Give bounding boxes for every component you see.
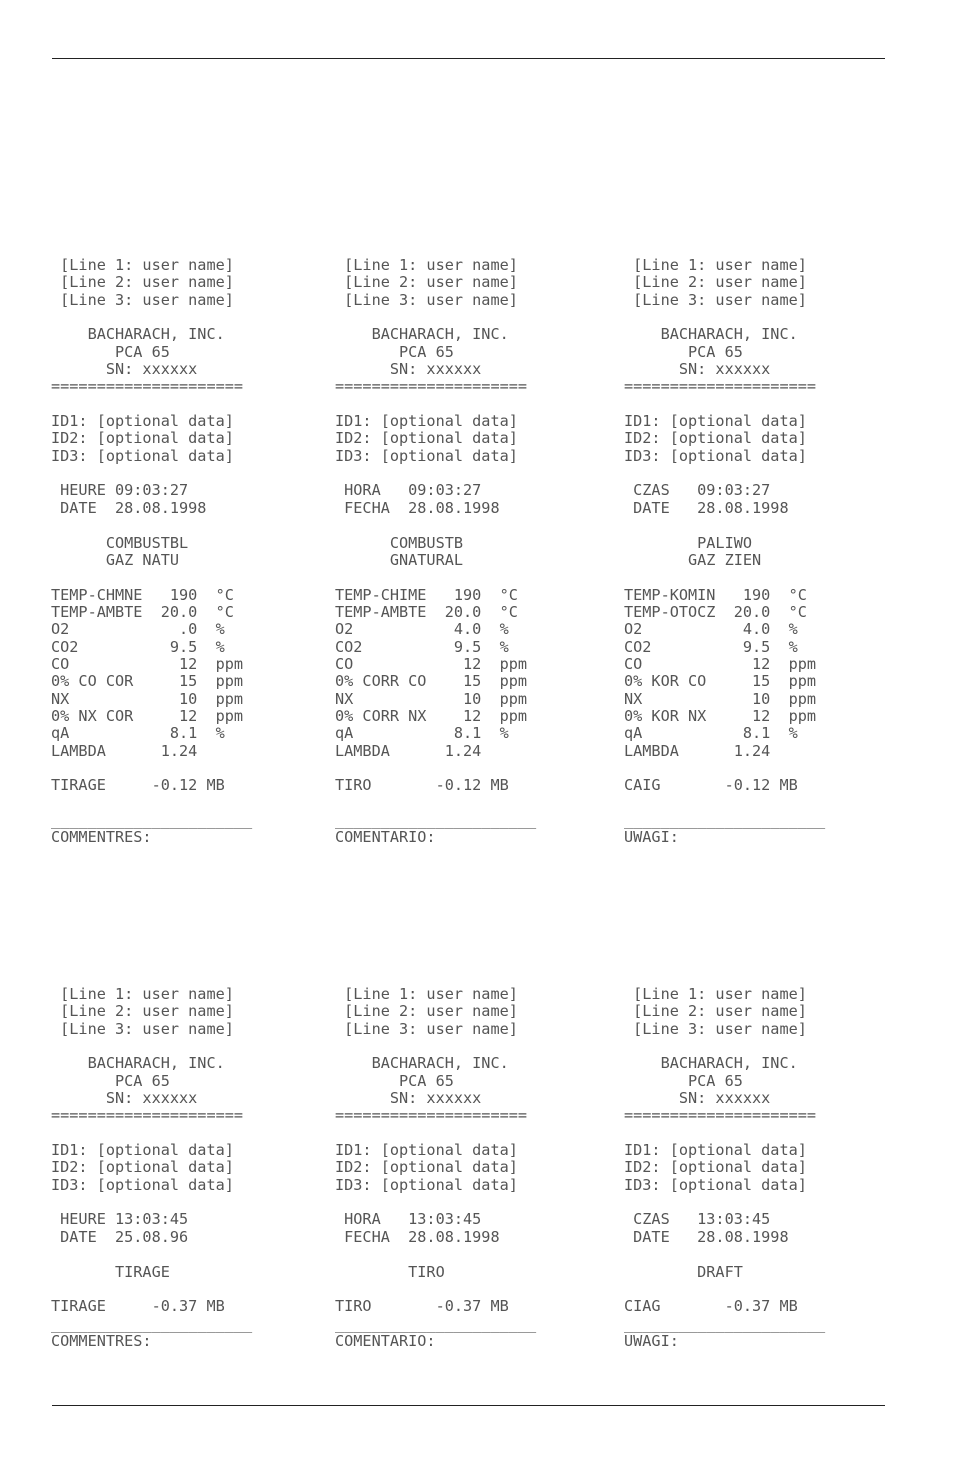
printout-line: ______________________: [624, 1314, 826, 1333]
printout-line: [Line 3: user name]: [51, 290, 234, 309]
printout-line: ______________________: [624, 811, 826, 829]
printout-line: TIRAGE -0.12 MB: [51, 776, 225, 795]
printout-line: TEMP-KOMIN 190 °C: [624, 585, 807, 604]
printout-line: TEMP-CHIME 190 °C: [335, 585, 518, 604]
printout-line: ID1: [optional data]: [51, 1141, 234, 1160]
printout-line: COMENTARIO:: [335, 828, 436, 847]
printout-line: TIRO -0.37 MB: [335, 1297, 509, 1316]
printout-slip-2: [335, 257, 536, 847]
printout-line: ID2: [optional data]: [624, 1158, 807, 1177]
printout-line: [Line 2: user name]: [51, 273, 234, 292]
printout-line: LAMBDA 1.24: [335, 741, 482, 760]
printout-line: ID2: [optional data]: [51, 1158, 234, 1177]
printout-line: =====================: [335, 1106, 528, 1125]
printout-slip-4: [51, 986, 252, 1350]
printout-line: CO 12 ppm: [51, 654, 244, 673]
printout-line: NX 10 ppm: [51, 689, 244, 708]
printout-line: 0% CO COR 15 ppm: [51, 672, 244, 691]
printout-line: CO 12 ppm: [624, 654, 817, 673]
printout-line: PCA 65: [335, 1071, 454, 1090]
printout-line: ID1: [optional data]: [624, 412, 807, 431]
printout-line: DRAFT: [624, 1262, 743, 1281]
printout-line: 0% NX COR 12 ppm: [51, 706, 244, 725]
printout-line: ID1: [optional data]: [335, 412, 518, 431]
printout-line: O2 .0 %: [51, 620, 225, 639]
top-rule: [52, 58, 885, 59]
printout-line: TIRAGE -0.37 MB: [51, 1297, 225, 1316]
printout-line: ID3: [optional data]: [51, 446, 234, 465]
printout-line: [Line 1: user name]: [335, 256, 518, 274]
printout-line: HORA 09:03:27: [335, 481, 482, 500]
printout-line: TIRO -0.12 MB: [335, 776, 509, 795]
printout-line: =====================: [51, 377, 244, 396]
printout-line: GAZ NATU: [51, 550, 180, 569]
printout-line: SN: xxxxxx: [51, 1089, 198, 1108]
printout-line: ID3: [optional data]: [624, 1175, 807, 1194]
printout-line: =====================: [624, 1106, 817, 1125]
printout-line: COMBUSTB: [335, 533, 464, 552]
printout-line: PCA 65: [51, 342, 170, 361]
printout-line: [Line 2: user name]: [624, 1002, 807, 1021]
printout-line: TEMP-CHMNE 190 °C: [51, 585, 234, 604]
printout-line: TEMP-AMBTE 20.0 °C: [51, 602, 234, 621]
printout-line: PCA 65: [51, 1071, 170, 1090]
printout-line: HEURE 13:03:45: [51, 1210, 189, 1229]
printout-line: CIAG -0.37 MB: [624, 1297, 798, 1316]
printout-line: SN: xxxxxx: [624, 1089, 771, 1108]
printout-line: ID2: [optional data]: [624, 429, 807, 448]
printout-line: [Line 2: user name]: [624, 273, 807, 292]
printout-line: CO 12 ppm: [335, 654, 528, 673]
printout-line: BACHARACH, INC.: [624, 325, 798, 344]
printout-line: CO2 9.5 %: [624, 637, 798, 656]
printout-line: ______________________: [51, 1314, 253, 1333]
printout-line: NX 10 ppm: [335, 689, 528, 708]
printout-line: ID3: [optional data]: [624, 446, 807, 465]
printout-line: qA 8.1 %: [624, 724, 798, 743]
printout-line: ______________________: [335, 811, 537, 829]
printout-line: SN: xxxxxx: [335, 360, 482, 379]
printout-line: qA 8.1 %: [51, 724, 225, 743]
printout-line: CO2 9.5 %: [51, 637, 225, 656]
printout-line: [Line 2: user name]: [335, 1002, 518, 1021]
printout-line: ID3: [optional data]: [51, 1175, 234, 1194]
printout-line: O2 4.0 %: [624, 620, 798, 639]
printout-slip-6: [624, 986, 825, 1350]
printout-slip-1: [51, 257, 252, 847]
printout-line: DATE 28.08.1998: [624, 498, 789, 517]
printout-line: FECHA 28.08.1998: [335, 498, 500, 517]
printout-line: TEMP-OTOCZ 20.0 °C: [624, 602, 807, 621]
printout-line: PALIWO: [624, 533, 753, 552]
printout-line: SN: xxxxxx: [51, 360, 198, 379]
printout-line: [Line 2: user name]: [51, 1002, 234, 1021]
printout-line: ID1: [optional data]: [624, 1141, 807, 1160]
printout-line: [Line 3: user name]: [335, 290, 518, 309]
printout-slip-3: [624, 257, 825, 847]
printout-line: ______________________: [51, 811, 253, 829]
printout-line: BACHARACH, INC.: [335, 325, 509, 344]
printout-line: TIRAGE: [51, 1262, 170, 1281]
printout-line: ID1: [optional data]: [335, 1141, 518, 1160]
printout-line: 0% KOR NX 12 ppm: [624, 706, 817, 725]
printout-line: TIRO: [335, 1262, 445, 1281]
printout-line: LAMBDA 1.24: [624, 741, 771, 760]
printout-line: =====================: [51, 1106, 244, 1125]
printout-line: ID3: [optional data]: [335, 1175, 518, 1194]
printout-line: CAIG -0.12 MB: [624, 776, 798, 795]
printout-line: PCA 65: [624, 1071, 743, 1090]
printout-line: =====================: [624, 377, 817, 396]
printout-line: 0% CORR NX 12 ppm: [335, 706, 528, 725]
printout-line: [Line 3: user name]: [51, 1019, 234, 1038]
printout-line: UWAGI:: [624, 1331, 679, 1350]
printout-line: COMBUSTBL: [51, 533, 189, 552]
printout-line: UWAGI:: [624, 828, 679, 847]
printout-line: HORA 13:03:45: [335, 1210, 482, 1229]
printout-line: BACHARACH, INC.: [51, 1054, 225, 1073]
bottom-rule: [52, 1405, 885, 1406]
printout-line: BACHARACH, INC.: [51, 325, 225, 344]
printout-line: COMENTARIO:: [335, 1331, 436, 1350]
printout-line: ID2: [optional data]: [51, 429, 234, 448]
printout-line: GAZ ZIEN: [624, 550, 762, 569]
printout-line: HEURE 09:03:27: [51, 481, 189, 500]
printout-line: ______________________: [335, 1314, 537, 1333]
printout-line: [Line 2: user name]: [335, 273, 518, 292]
printout-line: SN: xxxxxx: [624, 360, 771, 379]
printout-line: [Line 3: user name]: [624, 1019, 807, 1038]
printout-line: CO2 9.5 %: [335, 637, 509, 656]
printout-line: DATE 28.08.1998: [51, 498, 207, 517]
printout-line: SN: xxxxxx: [335, 1089, 482, 1108]
printout-line: ID2: [optional data]: [335, 429, 518, 448]
printout-line: NX 10 ppm: [624, 689, 817, 708]
printout-line: [Line 3: user name]: [624, 290, 807, 309]
printout-line: [Line 3: user name]: [335, 1019, 518, 1038]
printout-line: PCA 65: [624, 342, 743, 361]
printout-line: CZAS 13:03:45: [624, 1210, 771, 1229]
printout-line: [Line 1: user name]: [624, 256, 807, 274]
printout-line: DATE 28.08.1998: [624, 1227, 789, 1246]
printout-line: qA 8.1 %: [335, 724, 509, 743]
printout-line: DATE 25.08.96: [51, 1227, 189, 1246]
printout-line: LAMBDA 1.24: [51, 741, 198, 760]
printout-line: ID2: [optional data]: [335, 1158, 518, 1177]
printout-line: GNATURAL: [335, 550, 464, 569]
printout-line: FECHA 28.08.1998: [335, 1227, 500, 1246]
printout-line: [Line 1: user name]: [51, 985, 234, 1003]
printout-line: COMMENTRES:: [51, 1331, 152, 1350]
printout-slip-5: [335, 986, 536, 1350]
printout-line: COMMENTRES:: [51, 828, 152, 847]
printout-line: BACHARACH, INC.: [624, 1054, 798, 1073]
printout-line: TEMP-AMBTE 20.0 °C: [335, 602, 518, 621]
printout-line: ID3: [optional data]: [335, 446, 518, 465]
printout-line: ID1: [optional data]: [51, 412, 234, 431]
printout-line: [Line 1: user name]: [335, 985, 518, 1003]
printout-line: CZAS 09:03:27: [624, 481, 771, 500]
printout-line: PCA 65: [335, 342, 454, 361]
printout-line: =====================: [335, 377, 528, 396]
printout-line: [Line 1: user name]: [51, 256, 234, 274]
printout-line: [Line 1: user name]: [624, 985, 807, 1003]
printout-line: 0% CORR CO 15 ppm: [335, 672, 528, 691]
printout-line: BACHARACH, INC.: [335, 1054, 509, 1073]
printout-line: O2 4.0 %: [335, 620, 509, 639]
printout-line: 0% KOR CO 15 ppm: [624, 672, 817, 691]
